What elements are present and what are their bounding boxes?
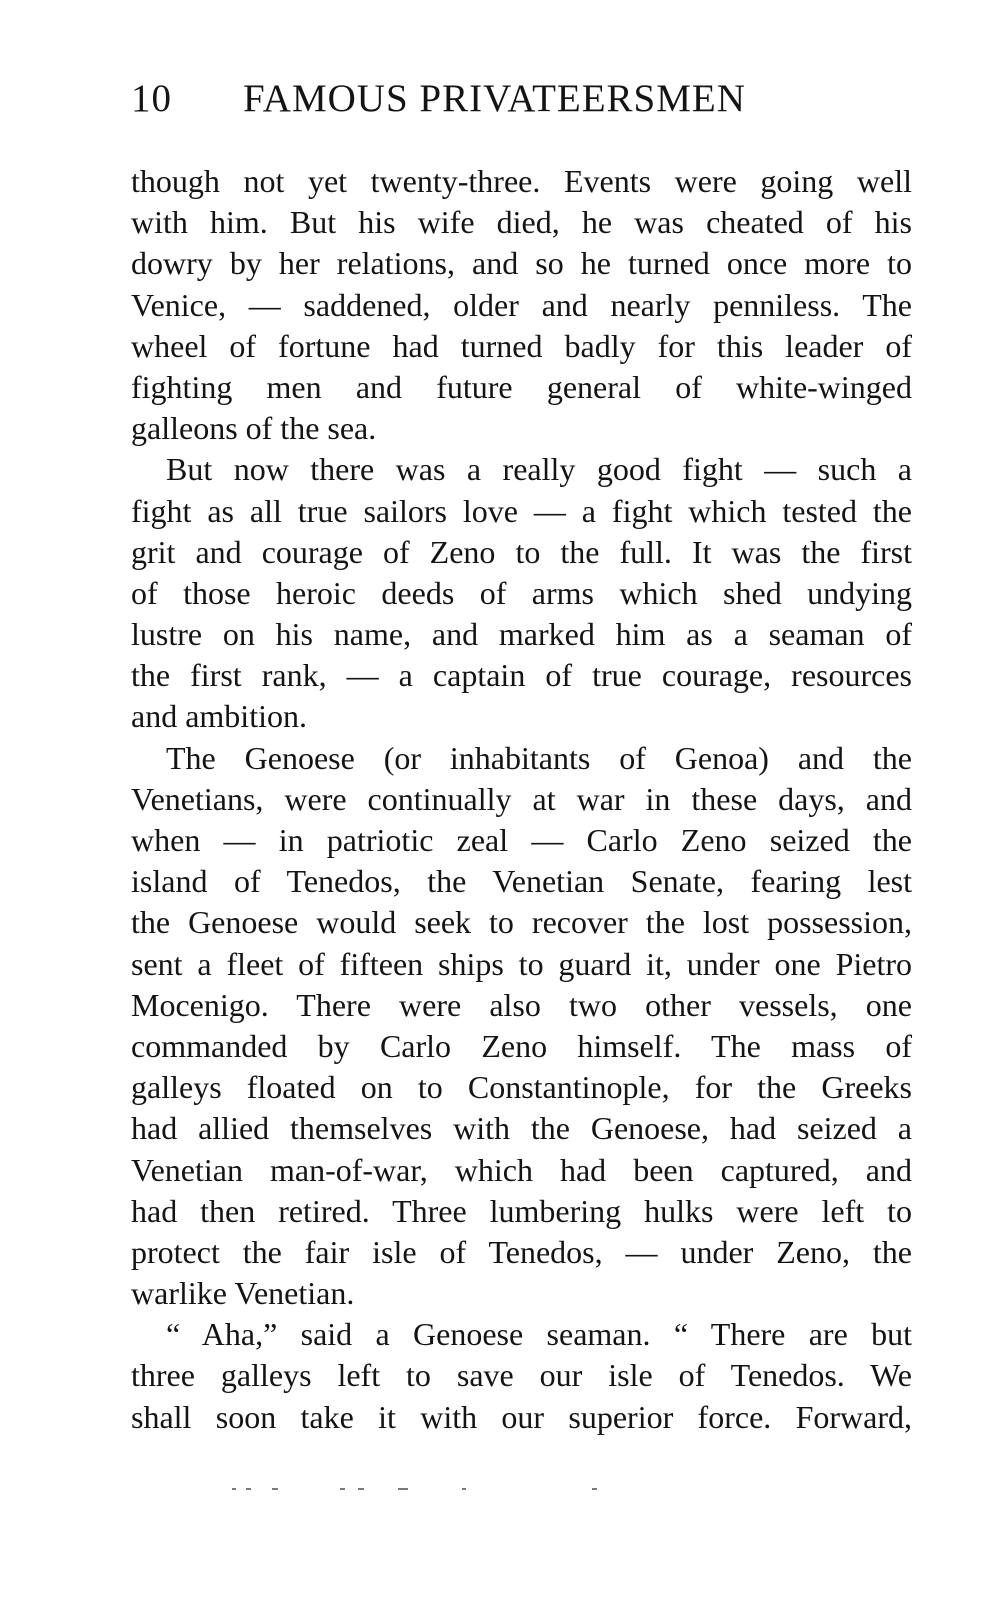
text-line: The Genoese (or inhabitants of Genoa) and the (166, 739, 912, 776)
text-line: when — in patriotic zeal — Carlo Zeno seized the (131, 822, 912, 858)
text-line: dowry by her relations, and so he turned once more to (131, 245, 912, 282)
text-line: three galleys left to save our isle of Tenedos. We (131, 1357, 912, 1394)
paragraph (131, 1314, 912, 1438)
scan-mark (358, 1488, 364, 1490)
scan-mark (398, 1488, 408, 1490)
scan-mark (232, 1488, 236, 1490)
scan-mark (592, 1488, 597, 1490)
scan-mark (340, 1488, 345, 1490)
paragraph (131, 449, 912, 737)
text-line: had allied themselves with the Genoese, had seized a (131, 1110, 912, 1147)
text-line: Mocenigo. There were also two other vessels, one (131, 986, 912, 1023)
text-line: protect the fair isle of Tenedos, — under Zeno, the (131, 1233, 912, 1270)
paragraph (131, 738, 912, 1315)
text-line: lustre on his name, and marked him as a seaman of (131, 616, 912, 653)
text-line: galleys floated on to Constantinople, for the Greeks (131, 1069, 912, 1106)
text-line: shall soon take it with our superior force. Forward, (131, 1398, 912, 1435)
body-text (131, 161, 912, 1438)
scan-artifact-marks (232, 1484, 612, 1496)
text-line: the first rank, — a captain of true courage, resources (131, 657, 912, 694)
text-line: had then retired. Three lumbering hulks were left to (131, 1192, 912, 1229)
text-line: fight as all true sailors love — a fight which tested the (131, 492, 912, 529)
scan-mark (246, 1488, 251, 1490)
text-line: galleons of the sea. (131, 410, 377, 447)
text-line: Venetians, were continually at war in these days, and (131, 780, 912, 817)
text-line: with him. But his wife died, he was cheated of his (131, 204, 912, 241)
text-line: Venice, — saddened, older and nearly penniless. The (131, 286, 912, 323)
scan-mark (272, 1488, 278, 1490)
text-line: commanded by Carlo Zeno himself. The mass of (131, 1027, 912, 1064)
page-header (131, 76, 831, 126)
text-line: But now there was a really good fight — such a (166, 451, 912, 488)
text-line: grit and courage of Zeno to the full. It was the first (131, 533, 912, 570)
page-number: 10 (131, 77, 172, 120)
text-line: the Genoese would seek to recover the lost possession, (131, 904, 912, 941)
running-title: FAMOUS PRIVATEERSMEN (243, 77, 746, 120)
text-line: wheel of fortune had turned badly for this leader of (131, 327, 912, 364)
text-line: Venetian man-of-war, which had been captured, and (131, 1151, 912, 1188)
text-line: and ambition. (131, 698, 307, 735)
text-line: “ Aha,” said a Genoese seaman. “ There are but (166, 1316, 912, 1353)
text-line: warlike Venetian. (131, 1275, 355, 1312)
text-line: sent a fleet of fifteen ships to guard it, under one Pietro (131, 945, 912, 982)
text-line: though not yet twenty-three. Events were going well (131, 163, 912, 199)
text-line: of those heroic deeds of arms which shed undying (131, 574, 912, 611)
text-line: fighting men and future general of white-winged (131, 368, 912, 405)
text-line: island of Tenedos, the Venetian Senate, fearing lest (131, 863, 912, 900)
scan-mark (462, 1488, 466, 1490)
paragraph (131, 161, 912, 449)
